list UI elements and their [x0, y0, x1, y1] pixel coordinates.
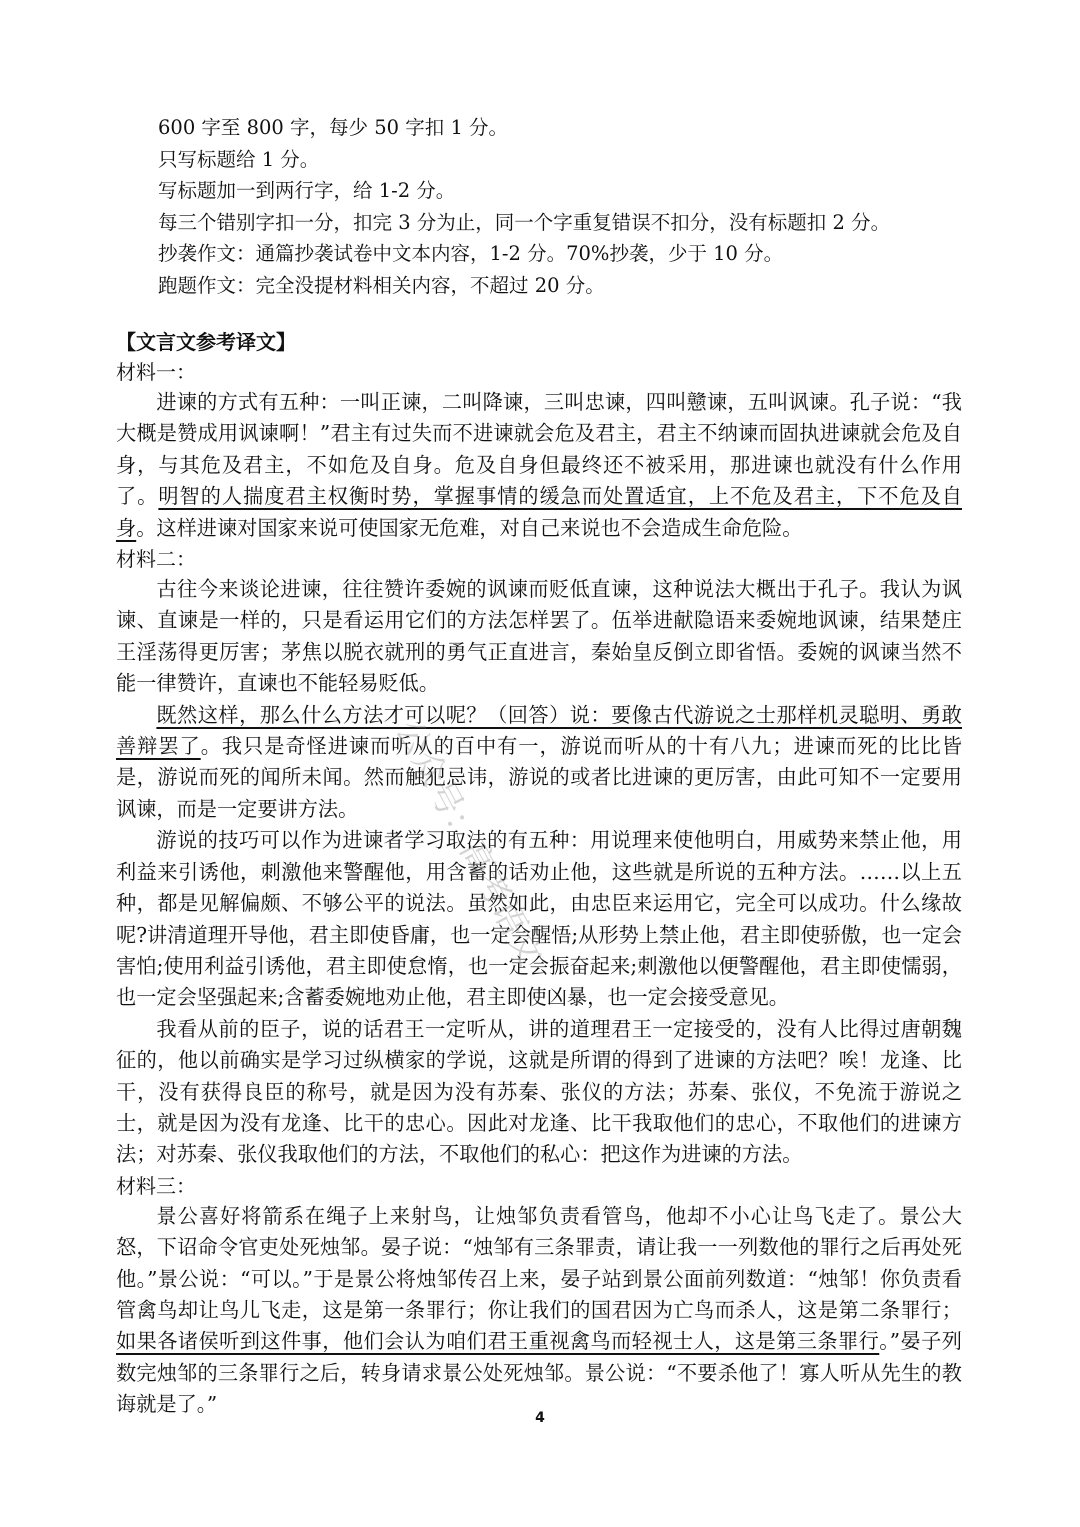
- paragraph-text: 进谏的方式有五种：一叫正谏，二叫降谏，三叫忠谏，四叫戆谏，五叫讽谏。孔子说：“我大概是赞成用讽谏啊！”君主有过失而不进谏就会危及君主，君主不纳谏而固执进谏就会危及自身，与其危及君主，不如危及自身。危及自身但最终还不被采用，那进谏也就没有什么作用了。: [116, 390, 962, 509]
- material-two-label: 材料二：: [116, 547, 196, 572]
- material-two-paragraph-1: 古往今来谈论进谏，往往赞许委婉的讽谏而贬低直谏，这种说法大概出于孔子。我认为讽谏、直谏是一样的，只是看运用它们的方法怎样罢了。伍举进献隐语来委婉地讽谏，结果楚庄王淫荡得更厉害；茅焦以脱衣就刑的勇气正直进言，秦始皇反倒立即省悟。委婉的讽谏当然不能一律赞许，直谏也不能轻易贬低。: [116, 577, 962, 696]
- page-number: 4: [535, 1410, 545, 1426]
- scoring-rule-line: 写标题加一到两行字，给 1-2 分。: [158, 179, 456, 202]
- material-one-paragraph: [116, 387, 962, 544]
- material-three-label: 材料三：: [116, 1173, 196, 1198]
- scoring-rule-line: 抄袭作文：通篇抄袭试卷中文本内容，1-2 分。70%抄袭，少于 10 分。: [158, 242, 784, 265]
- paragraph-text: 。”晏子列数完烛邹的三条罪行之后，转身请求景公处死烛邹。景公说：“不要杀他了！寡人听从先生的教诲就是了。”: [116, 1329, 962, 1417]
- section-heading: 【文言文参考译文】: [116, 330, 296, 354]
- scoring-rule-line: 只写标题给 1 分。: [158, 147, 320, 171]
- underlined-key-sentence: 明智的人揣度君主权衡时势，掌握事情的缓急而处置适宜，上不危及君主，下不危及自身: [116, 484, 962, 540]
- paragraph-text: 。我只是奇怪进谏而听从的百中有一，游说而听从的十有八九；进谏而死的比比皆是，游说而死的闻所未闻。然而触犯忌讳，游说的或者比进谏的更厉害，由此可知不一定要用讽谏，而是一定要讲方法。: [116, 734, 962, 821]
- material-two-paragraph-3: 游说的技巧可以作为进谏者学习取法的有五种：用说理来使他明白，用威势来禁止他，用利益来引诱他，刺激他来警醒他，用含蓄的话劝止他，这些就是所说的五种方法。……以上五种，都是见解偏颇、不够公平的说法。虽然如此，由忠臣来运用它，完全可以成功。什么缘故呢?讲清道理开导他，君主即使昏庸，也一定会醒悟;从形势上禁止他，君主即使骄傲，也一定会害怕;使用利益引诱他，君主即使怠惰，也一定会振奋起来;刺激他以便警醒他，君主即使懦弱，也一定会坚强起来;含蓄委婉地劝止他，君主即使凶暴，也一定会接受意见。: [116, 828, 962, 1010]
- material-one-label: 材料一：: [116, 360, 196, 384]
- scoring-rules: [158, 112, 1018, 301]
- material-two-paragraph-4: 我看从前的臣子，说的话君王一定听从，讲的道理君王一定接受的，没有人比得过唐朝魏征的，他以前确实是学习过纵横家的学说，这就是所谓的得到了进谏的方法吧？唉！龙逢、比干，没有获得良臣的称号，就是因为没有苏秦、张仪的方法；苏秦、张仪，不免流于游说之士，就是因为没有龙逢、比干的忠心。因此对龙逢、比干我取他们的忠心，不取他们的进谏方法；对苏秦、张仪我取他们的方法，不取他们的私心：把这作为进谏的方法。: [116, 1016, 962, 1167]
- paragraph-text: 。这样进谏对国家来说可使国家无危难，对自己来说也不会造成生命危险。: [136, 515, 803, 540]
- translation-section: [116, 327, 962, 1421]
- scoring-rule-line: 跑题作文：完全没提材料相关内容，不超过 20 分。: [158, 273, 605, 297]
- material-two-paragraph-2: [116, 700, 962, 826]
- scoring-rule-line: 600 字至 800 字，每少 50 字扣 1 分。: [158, 116, 509, 139]
- watermark: 公众号：高考语文: [387, 713, 551, 973]
- material-three-paragraph: [116, 1201, 962, 1421]
- underlined-key-sentence: 如果各诸侯听到这件事，他们会认为咱们君王重视禽鸟而轻视士人，这是第三条罪行: [116, 1329, 880, 1354]
- underlined-key-sentence: 既然这样，那么什么方法才可以呢？（回答）说：要像古代游说之士那样机灵聪明、勇敢善辩罢了: [116, 702, 962, 759]
- scoring-rule-line: 每三个错别字扣一分，扣完 3 分为止，同一个字重复错误不扣分，没有标题扣 2 分。: [158, 210, 891, 234]
- paragraph-text: 景公喜好将箭系在绳子上来射鸟，让烛邹负责看管鸟，他却不小心让鸟飞走了。景公大怒，下诏命令官吏处死烛邹。晏子说：“烛邹有三条罪责，请让我一一列数他的罪行之后再处死他。”景公说：“可以。”于是景公将烛邹传召上来，晏子站到景公面前列数道：“烛邹！你负责看管禽鸟却让鸟儿飞走，这是第一条罪行；你让我们的国君因为亡鸟而杀人，这是第二条罪行；: [116, 1203, 962, 1322]
